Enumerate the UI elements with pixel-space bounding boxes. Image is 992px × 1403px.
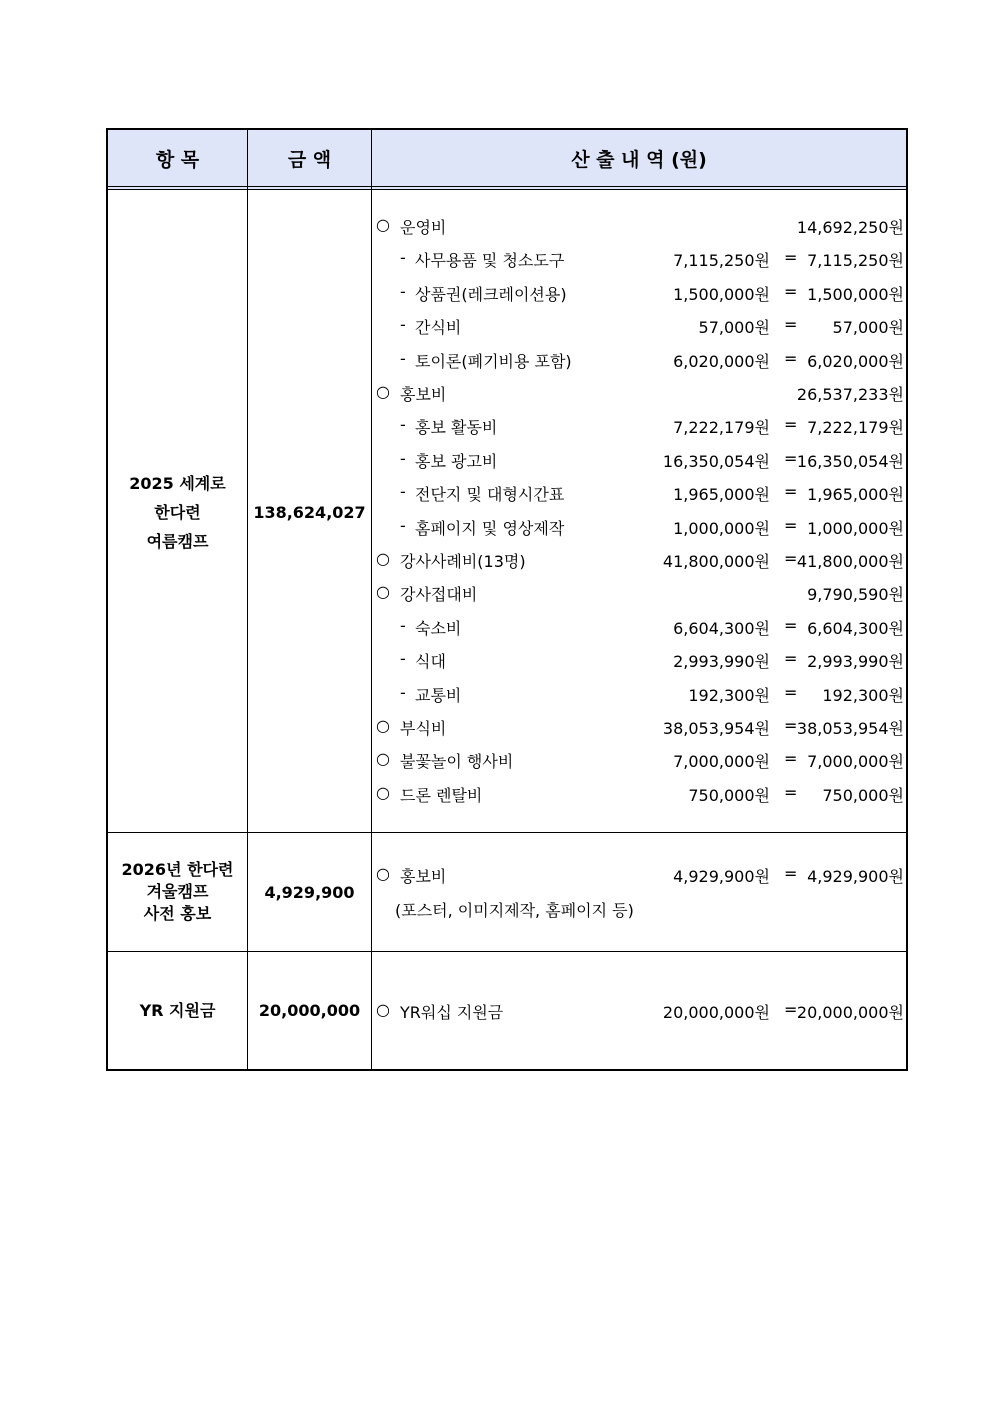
detail-label: 홍보비 xyxy=(400,867,447,886)
detail-total: 41,800,000원 xyxy=(796,552,904,571)
dash-bullet: - xyxy=(400,682,406,702)
circle-bullet-icon: ○ xyxy=(376,382,390,401)
detail-unit-amount: 6,604,300원 xyxy=(673,618,770,638)
detail-label: 식대 xyxy=(415,652,446,672)
detail-label: 부식비 xyxy=(400,719,447,738)
detail-line xyxy=(372,248,906,272)
detail-total: 6,604,300원 xyxy=(807,618,904,638)
equals-sign: = xyxy=(784,864,798,883)
detail-total: 14,692,250원 xyxy=(796,218,904,237)
detail-unit-amount: 6,020,000원 xyxy=(673,351,770,371)
row-2-amount: 4,929,900 xyxy=(264,882,355,902)
detail-label: 간식비 xyxy=(415,318,462,338)
header-amount: 금 액 xyxy=(287,148,332,171)
circle-bullet-icon: ○ xyxy=(376,215,390,234)
detail-label: YR워십 지원금 xyxy=(400,1003,504,1022)
detail-label: 홍보 광고비 xyxy=(415,451,498,471)
equals-sign: = xyxy=(784,281,798,301)
detail-total: 1,500,000원 xyxy=(807,284,904,304)
detail-total: 7,000,000원 xyxy=(807,752,904,772)
detail-label: 강사접대비 xyxy=(400,585,478,605)
equals-sign: = xyxy=(784,248,798,268)
detail-unit-amount: 16,350,054원 xyxy=(662,451,770,471)
detail-line xyxy=(372,516,906,540)
dash-bullet: - xyxy=(400,649,406,669)
equals-sign: = xyxy=(784,782,798,802)
detail-unit-amount: 1,965,000원 xyxy=(673,485,770,505)
circle-bullet-icon: ○ xyxy=(376,716,390,735)
row-3-amount: 20,000,000 xyxy=(258,1001,361,1020)
detail-unit-amount: 1,500,000원 xyxy=(673,284,770,304)
detail-unit-amount: 57,000원 xyxy=(698,318,770,338)
detail-label: 홈페이지 및 영상제작 xyxy=(415,518,565,538)
detail-label: 강사사례비(13명) xyxy=(400,552,526,571)
detail-line xyxy=(372,482,906,506)
item-line: 2026년 한다련 xyxy=(121,860,234,879)
equals-sign: = xyxy=(784,749,798,769)
detail-unit-amount: 2,993,990원 xyxy=(673,652,770,672)
detail-total: 4,929,900원 xyxy=(807,867,904,886)
row-3-item: YR 지원금 xyxy=(139,1001,216,1020)
dash-bullet: - xyxy=(400,415,406,435)
header-detail: 산 출 내 역 (원) xyxy=(571,148,707,171)
dash-bullet: - xyxy=(400,515,406,535)
equals-sign: = xyxy=(784,448,798,468)
detail-total: 1,000,000원 xyxy=(807,518,904,538)
detail-label: 홍보비 xyxy=(400,385,447,404)
detail-total: 57,000원 xyxy=(832,318,904,338)
detail-unit-amount: 750,000원 xyxy=(688,785,770,805)
circle-bullet-icon: ○ xyxy=(376,782,390,802)
detail-unit-amount: 38,053,954원 xyxy=(662,719,770,738)
detail-unit-amount: 192,300원 xyxy=(688,685,770,705)
detail-label: 운영비 xyxy=(400,218,447,237)
detail-label: 토이론(폐기비용 포함) xyxy=(415,351,572,371)
detail-line xyxy=(372,449,906,473)
detail-line xyxy=(372,415,906,439)
detail-total: 7,222,179원 xyxy=(807,418,904,438)
detail-total: 7,115,250원 xyxy=(807,251,904,271)
equals-sign: = xyxy=(784,515,798,535)
header-item: 항 목 xyxy=(155,148,200,171)
equals-sign: = xyxy=(784,615,798,635)
circle-bullet-icon: ○ xyxy=(376,864,390,883)
detail-total: 192,300원 xyxy=(822,685,904,705)
item-line: 2025 세계로 xyxy=(129,473,226,493)
detail-total: 16,350,054원 xyxy=(796,451,904,471)
dash-bullet: - xyxy=(400,248,406,268)
budget-table xyxy=(106,128,908,1071)
detail-total: 38,053,954원 xyxy=(796,719,904,738)
detail-unit-amount: 20,000,000원 xyxy=(662,1003,770,1022)
detail-line xyxy=(372,864,906,888)
detail-line xyxy=(372,649,906,673)
item-line: 사전 홍보 xyxy=(143,904,212,923)
item-line: 겨울캠프 xyxy=(146,882,209,901)
detail-line xyxy=(372,716,906,740)
detail-label: 사무용품 및 청소도구 xyxy=(415,251,565,271)
detail-line xyxy=(372,783,906,807)
row-2-item xyxy=(108,833,247,951)
dash-bullet: - xyxy=(400,315,406,335)
detail-total: 6,020,000원 xyxy=(807,351,904,371)
dash-bullet: - xyxy=(400,281,406,301)
detail-label: 불꽃놀이 행사비 xyxy=(400,752,514,772)
equals-sign: = xyxy=(784,716,798,735)
equals-sign: = xyxy=(784,649,798,669)
equals-sign: = xyxy=(784,348,798,368)
detail-total: 1,965,000원 xyxy=(807,485,904,505)
equals-sign: = xyxy=(784,549,798,568)
detail-line xyxy=(372,349,906,373)
detail-line xyxy=(372,315,906,339)
dash-bullet: - xyxy=(400,482,406,502)
dash-bullet: - xyxy=(400,615,406,635)
detail-line xyxy=(372,549,906,573)
detail-label: 드론 렌탈비 xyxy=(400,785,483,805)
equals-sign: = xyxy=(784,682,798,702)
detail-unit-amount: 41,800,000원 xyxy=(662,552,770,571)
detail-line xyxy=(372,382,906,406)
equals-sign: = xyxy=(784,415,798,435)
detail-total: 9,790,590원 xyxy=(807,585,904,605)
equals-sign: = xyxy=(784,315,798,335)
detail-line xyxy=(372,683,906,707)
detail-line xyxy=(372,616,906,640)
dash-bullet: - xyxy=(400,348,406,368)
detail-total: 750,000원 xyxy=(822,785,904,805)
detail-unit-amount: 7,222,179원 xyxy=(673,418,770,438)
row-2-note: (포스터, 이미지제작, 홈페이지 등) xyxy=(395,901,634,920)
detail-line xyxy=(372,1000,906,1024)
equals-sign: = xyxy=(784,482,798,502)
detail-label: 교통비 xyxy=(415,685,462,705)
item-line: 여름캠프 xyxy=(146,531,209,551)
detail-line xyxy=(372,582,906,606)
detail-total: 20,000,000원 xyxy=(796,1003,904,1022)
detail-label: 상품권(레크레이션용) xyxy=(415,284,567,304)
equals-sign: = xyxy=(784,1000,798,1019)
detail-label: 숙소비 xyxy=(415,618,462,638)
dash-bullet: - xyxy=(400,448,406,468)
detail-unit-amount: 1,000,000원 xyxy=(673,518,770,538)
circle-bullet-icon: ○ xyxy=(376,1000,390,1019)
detail-unit-amount: 7,115,250원 xyxy=(673,251,770,271)
circle-bullet-icon: ○ xyxy=(376,582,390,602)
row-1-amount: 138,624,027 xyxy=(253,502,366,522)
circle-bullet-icon: ○ xyxy=(376,549,390,568)
item-line: 한다련 xyxy=(154,502,201,522)
detail-unit-amount: 7,000,000원 xyxy=(673,752,770,772)
detail-unit-amount: 4,929,900원 xyxy=(673,867,770,886)
detail-total: 2,993,990원 xyxy=(807,652,904,672)
detail-total: 26,537,233원 xyxy=(796,385,904,404)
detail-line xyxy=(372,282,906,306)
circle-bullet-icon: ○ xyxy=(376,749,390,769)
detail-line xyxy=(372,215,906,239)
detail-label: 홍보 활동비 xyxy=(415,418,498,438)
row-1-item xyxy=(108,192,247,832)
detail-label: 전단지 및 대형시간표 xyxy=(415,485,565,505)
detail-line xyxy=(372,749,906,773)
